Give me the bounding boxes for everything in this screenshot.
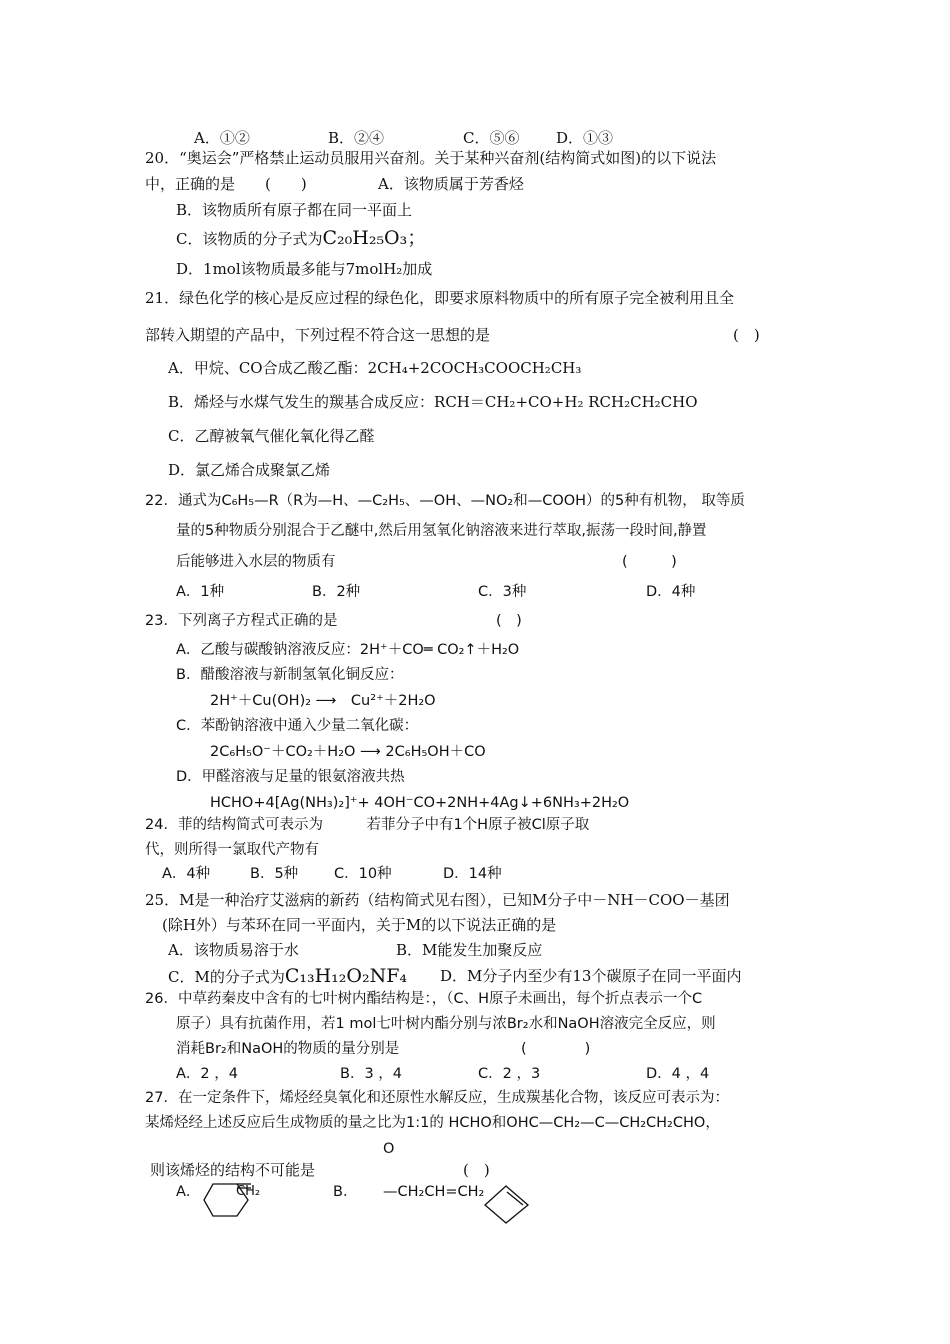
q19-option-d: D．①③ <box>556 129 614 147</box>
methylenecyclobutene-structure <box>484 1185 534 1235</box>
q19-option-b: B．②④ <box>328 129 385 147</box>
q19-option-a: A．①② <box>194 129 250 147</box>
q21-option-a: A．甲烷、CO合成乙酸乙酯：2CH₄+2COCH₃COOCH₂CH₃ <box>168 359 582 377</box>
q23-option-a: A．乙酸与碳酸钠溶液反应：2H⁺＋CO═ CO₂↑＋H₂O <box>176 642 520 658</box>
q26-stem-line2: 原子）具有抗菌作用，若1 mol七叶树内酯分别与浓Br₂水和NaOH溶液完全反应，则 <box>176 1016 716 1032</box>
q26-option-d: D．4 ，4 <box>646 1066 710 1082</box>
q26-option-b: B．3 ，4 <box>340 1066 403 1082</box>
q21-stem-line1: 21．绿色化学的核心是反应过程的绿色化，即要求原料物质中的所有原子完全被利用且全 <box>145 289 735 307</box>
q25-option-c-text: C．M的分子式为 <box>168 968 285 986</box>
q26-answer-paren: ( ) <box>521 1041 591 1057</box>
q21-stem-line2: 部转入期望的产品中，下列过程不符合这一思想的是 <box>145 326 491 344</box>
q23-option-b: B．醋酸溶液与新制氢氧化铜反应： <box>176 667 404 683</box>
q27-option-b-group: —CH₂CH=CH₂ <box>383 1184 485 1200</box>
q22-option-a: A．1种 <box>176 584 225 600</box>
q24-option-b: B．5种 <box>250 866 299 882</box>
q23-answer-paren: ( ) <box>496 613 522 629</box>
q20-option-b: B．该物质所有原子都在同一平面上 <box>176 201 413 219</box>
q21-option-d: D．氯乙烯合成聚氯乙烯 <box>168 461 331 479</box>
q24-option-d: D．14种 <box>443 866 502 882</box>
q25-stem-line2: (除H外）与苯环在同一平面内，关于M的以下说法正确的是 <box>162 916 557 934</box>
q22-option-c: C．3种 <box>478 584 527 600</box>
q27-stem-line3: 则该烯烃的结构不可能是 <box>150 1161 316 1179</box>
q20-option-c-text: C．该物质的分子式为 <box>176 230 323 248</box>
q20-stem-line2: 中，正确的是 ( ) <box>145 175 307 193</box>
q23-option-c-equation: 2C₆H₅O⁻＋CO₂＋H₂O ⟶ 2C₆H₅OH＋CO <box>210 744 486 760</box>
q20-formula: C₂₀H₂₅O₃； <box>322 227 427 249</box>
q27-option-b-label: B． <box>333 1184 358 1200</box>
q27-carbonyl-oxygen: O <box>383 1141 395 1157</box>
q23-option-d-equation: HCHO+4[Ag(NH₃)₂]⁺+ 4OH⁻CO+2NH+4Ag↓+6NH₃+2H₂O <box>210 795 630 811</box>
q22-answer-paren: ( ) <box>622 554 677 570</box>
q21-option-b: B．烯烃与水煤气发生的羰基合成反应：RCH＝CH₂+CO+H₂ RCH₂CH₂CHO <box>168 393 698 411</box>
q27-answer-paren: ( ) <box>463 1161 490 1179</box>
q21-answer-paren: ( ) <box>733 326 760 344</box>
q24-option-a: A．4种 <box>162 866 211 882</box>
q22-option-b: B．2种 <box>312 584 361 600</box>
q19-option-c: C．⑤⑥ <box>463 129 520 147</box>
q24-option-c: C．10种 <box>334 866 392 882</box>
q27-stem-line2: 某烯烃经上述反应后生成物质的量之比为1:1的 HCHO和OHC—CH₂—C—CH₂CH₂CHO， <box>145 1115 720 1131</box>
q26-stem-line1: 26．中草药秦皮中含有的七叶树内酯结构是：，（C、H原子未画出，每个折点表示一个C <box>145 991 703 1007</box>
q20-stem-line1: 20．“奥运会”严格禁止运动员服用兴奋剂。关于某种兴奋剂(结构简式如图)的以下说法 <box>145 149 717 167</box>
q22-stem-line3: 后能够进入水层的物质有 <box>176 554 336 570</box>
q25-option-b: B．M能发生加聚反应 <box>396 941 543 959</box>
q25-stem-line1: 25．M是一种治疗艾滋病的新药（结构简式见右图），已知M分子中－NH－COO－基团 <box>145 891 730 909</box>
q27-stem-line1: 27．在一定条件下，烯烃经臭氧化和还原性水解反应，生成羰基化合物，该反应可表示为： <box>145 1090 729 1106</box>
q20-option-c <box>176 228 426 249</box>
q25-option-a: A．该物质易溶于水 <box>168 941 299 959</box>
q27-option-a-label: A． <box>176 1184 201 1200</box>
q22-option-d: D．4种 <box>646 584 696 600</box>
q22-stem-line1: 22．通式为C₆H₅—R（R为—H、—C₂H₅、—OH、—NO₂和—COOH）的5种有机物， 取等质 <box>145 493 745 509</box>
q20-option-a: A．该物质属于芳香烃 <box>378 175 524 193</box>
q25-option-d: D．M分子内至少有13个碳原子在同一平面内 <box>440 967 742 985</box>
q26-option-c: C．2 ，3 <box>478 1066 541 1082</box>
q20-option-d: D．1mol该物质最多能与7molH₂加成 <box>176 260 433 278</box>
q24-stem-line2: 代，则所得一氯取代产物有 <box>145 842 319 858</box>
cyclohexene-structure <box>203 1183 263 1223</box>
q22-stem-line2: 量的5种物质分别混合于乙醚中,然后用氢氧化钠溶液来进行萃取,振荡一段时间,静置 <box>176 523 707 539</box>
q21-option-c: C．乙醇被氧气催化氧化得乙醛 <box>168 427 375 445</box>
q23-option-c: C．苯酚钠溶液中通入少量二氧化碳： <box>176 718 419 734</box>
q23-option-b-equation: 2H⁺＋Cu(OH)₂ ⟶ Cu²⁺＋2H₂O <box>210 693 436 709</box>
q23-stem: 23．下列离子方程式正确的是 <box>145 613 338 629</box>
q26-stem-line3: 消耗Br₂和NaOH的物质的量分别是 <box>176 1041 400 1057</box>
q26-option-a: A．2 ，4 <box>176 1066 238 1082</box>
q24-stem-line1: 24．菲的结构简式可表示为 若菲分子中有1个H原子被Cl原子取 <box>145 817 590 833</box>
q25-formula: C₁₃H₁₂O₂NF₄ <box>284 965 408 987</box>
q27-option-a-ch2: CH₂ <box>236 1184 261 1199</box>
q23-option-d: D．甲醛溶液与足量的银氨溶液共热 <box>176 769 405 785</box>
q25-option-c <box>168 966 407 987</box>
